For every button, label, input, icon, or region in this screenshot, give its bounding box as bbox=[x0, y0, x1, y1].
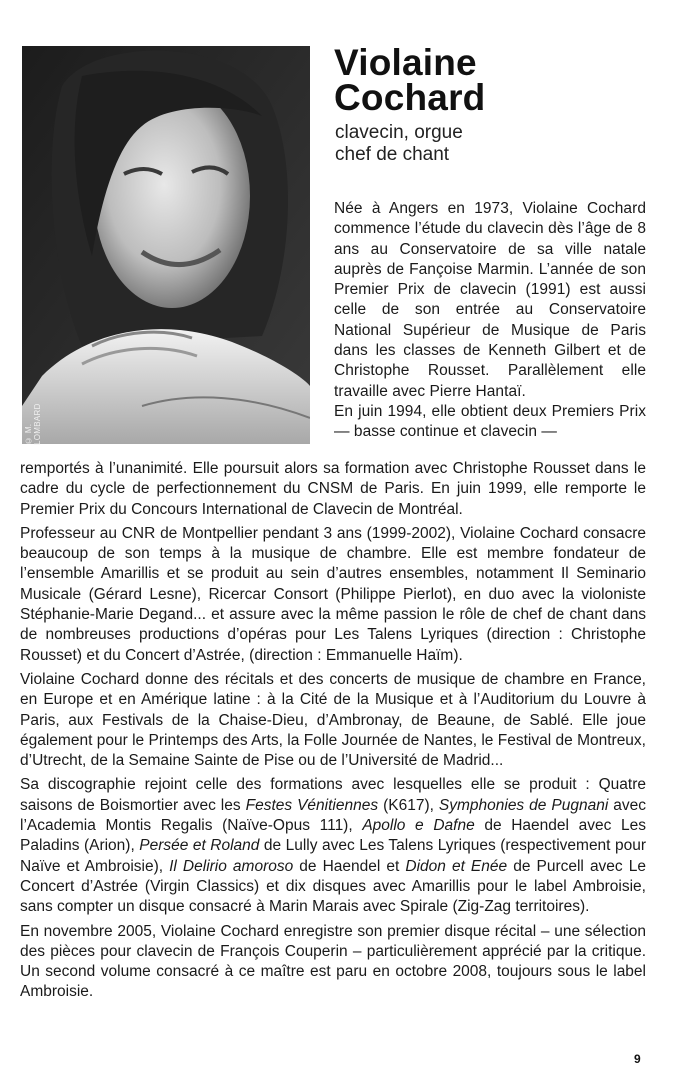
bio-paragraph-2-end: remportés à l’unanimité. Elle poursuit alors sa formation avec Christophe Rousset dans le cadre du cycle de perfectionnement du CNSM de Paris. En juin 1999, elle remporte le Premier Prix du Concours International de Clavecin de Montréal. bbox=[20, 460, 646, 518]
portrait-photo-icon bbox=[22, 46, 310, 444]
discography-text-d: de Haendel avec Les Paladins (Arion), bbox=[20, 817, 647, 855]
bio-paragraph-5 bbox=[20, 775, 646, 917]
album-title-persee: Persée et Roland bbox=[139, 837, 260, 855]
bio-paragraph-4: Violaine Cochard donne des récitals et des concerts de musique de chambre en France, en Europe et en Amérique latine : à la Cité de la Musique et à l’Auditorium du Louvre à Paris, aux Festivals de la Chaise-Dieu, d’Ambronay, de Beaune, de Sablé. Elle joue également pour le Printemps des Arts, la Folle Journée de Nantes, le Festival de Montreux, d’Utrecht, de la Semaine Sainte de Pise ou de l’Université de Madrid... bbox=[20, 670, 646, 770]
bio-paragraph-1: Née à Angers en 1973, Violaine Cochard commence l’étude du clavecin dès l’âge de 8 ans au Conservatoire de sa ville natale auprès de Fançoise Marmin. L’année de son Premier Prix de clavecin (1991) est aussi celle de son entrée au Conservatoire National Supérieur de Musique de Paris dans les classes de Kenneth Gilbert et de Christophe Rousset. Parallèlement elle travaille avec Pierre Hantaï. bbox=[334, 200, 646, 400]
discography-text-b: (K617), bbox=[378, 796, 439, 814]
album-title-pugnani: Symphonies de Pugnani bbox=[438, 796, 609, 814]
photo-credit: © M. LOMBARD bbox=[24, 403, 42, 445]
role-line-2: chef de chant bbox=[335, 144, 450, 165]
role-line-1: clavecin, orgue bbox=[335, 122, 463, 143]
page-number: 9 bbox=[634, 1052, 641, 1066]
discography-text-c: avec l’Academia Montis Regalis (Naïve-Opus 111), bbox=[20, 796, 646, 835]
bio-intro bbox=[334, 199, 646, 443]
discography-text-a: Sa discographie rejoint celle des formations avec lesquelles elle se produit : Quatre saisons de Boismortier avec les bbox=[20, 776, 646, 814]
discography-text-e: de Lully avec Les Talens Lyriques (respectivement pour Naïve et Ambroisie), bbox=[20, 837, 646, 875]
album-title-didon: Didon et Enée bbox=[405, 857, 508, 875]
artist-last-name: Cochard bbox=[334, 77, 486, 118]
bio-body bbox=[20, 459, 646, 1007]
album-title-festes: Festes Vénitiennes bbox=[245, 796, 379, 814]
artist-roles bbox=[335, 122, 463, 166]
bio-paragraph-3: Professeur au CNR de Montpellier pendant 3 ans (1999-2002), Violaine Cochard consacre beaucoup de son temps à la musique de chambre. Elle est membre fondateur de l’ensemble Amarillis et se produit au sein d’autres ensembles, notamment Il Seminario Musicale (Gérard Lesne), Ricercar Consort (Philippe Pierlot), en duo avec la violoniste Stéphanie-Marie Degand... et assure avec la même passion le rôle de chef de chant dans de nombreuses productions d’opéras pour Les Talens Lyriques (direction : Christophe Rousset) et du Concert d’Astrée, (direction : Emmanuelle Haïm). bbox=[20, 524, 646, 664]
portrait-photo bbox=[22, 46, 310, 444]
bio-paragraph-2-start: En juin 1994, elle obtient deux Premiers Prix — basse continue et clavecin — bbox=[334, 402, 646, 441]
album-title-delirio: Il Delirio amoroso bbox=[169, 857, 294, 875]
album-title-apollo: Apollo e Dafne bbox=[362, 817, 475, 835]
artist-first-name: Violaine bbox=[334, 42, 477, 83]
artist-name bbox=[334, 42, 486, 118]
discography-text-f: de Haendel et bbox=[293, 857, 406, 875]
bio-paragraph-6: En novembre 2005, Violaine Cochard enregistre son premier disque récital – une sélection des pièces pour clavecin de François Couperin – particulièrement apprécié par la critique. Un second volume consacré à ce maître est paru en octobre 2008, toujours sous le label Ambroisie. bbox=[20, 922, 646, 1001]
discography-text-g: de Purcell avec Le Concert d’Astrée (Virgin Classics) et dix disques avec Amarillis pour le label Ambroisie, sans compter un disque consacré à Marin Marais avec Spirale (Zig-Zag territoires). bbox=[20, 857, 646, 916]
